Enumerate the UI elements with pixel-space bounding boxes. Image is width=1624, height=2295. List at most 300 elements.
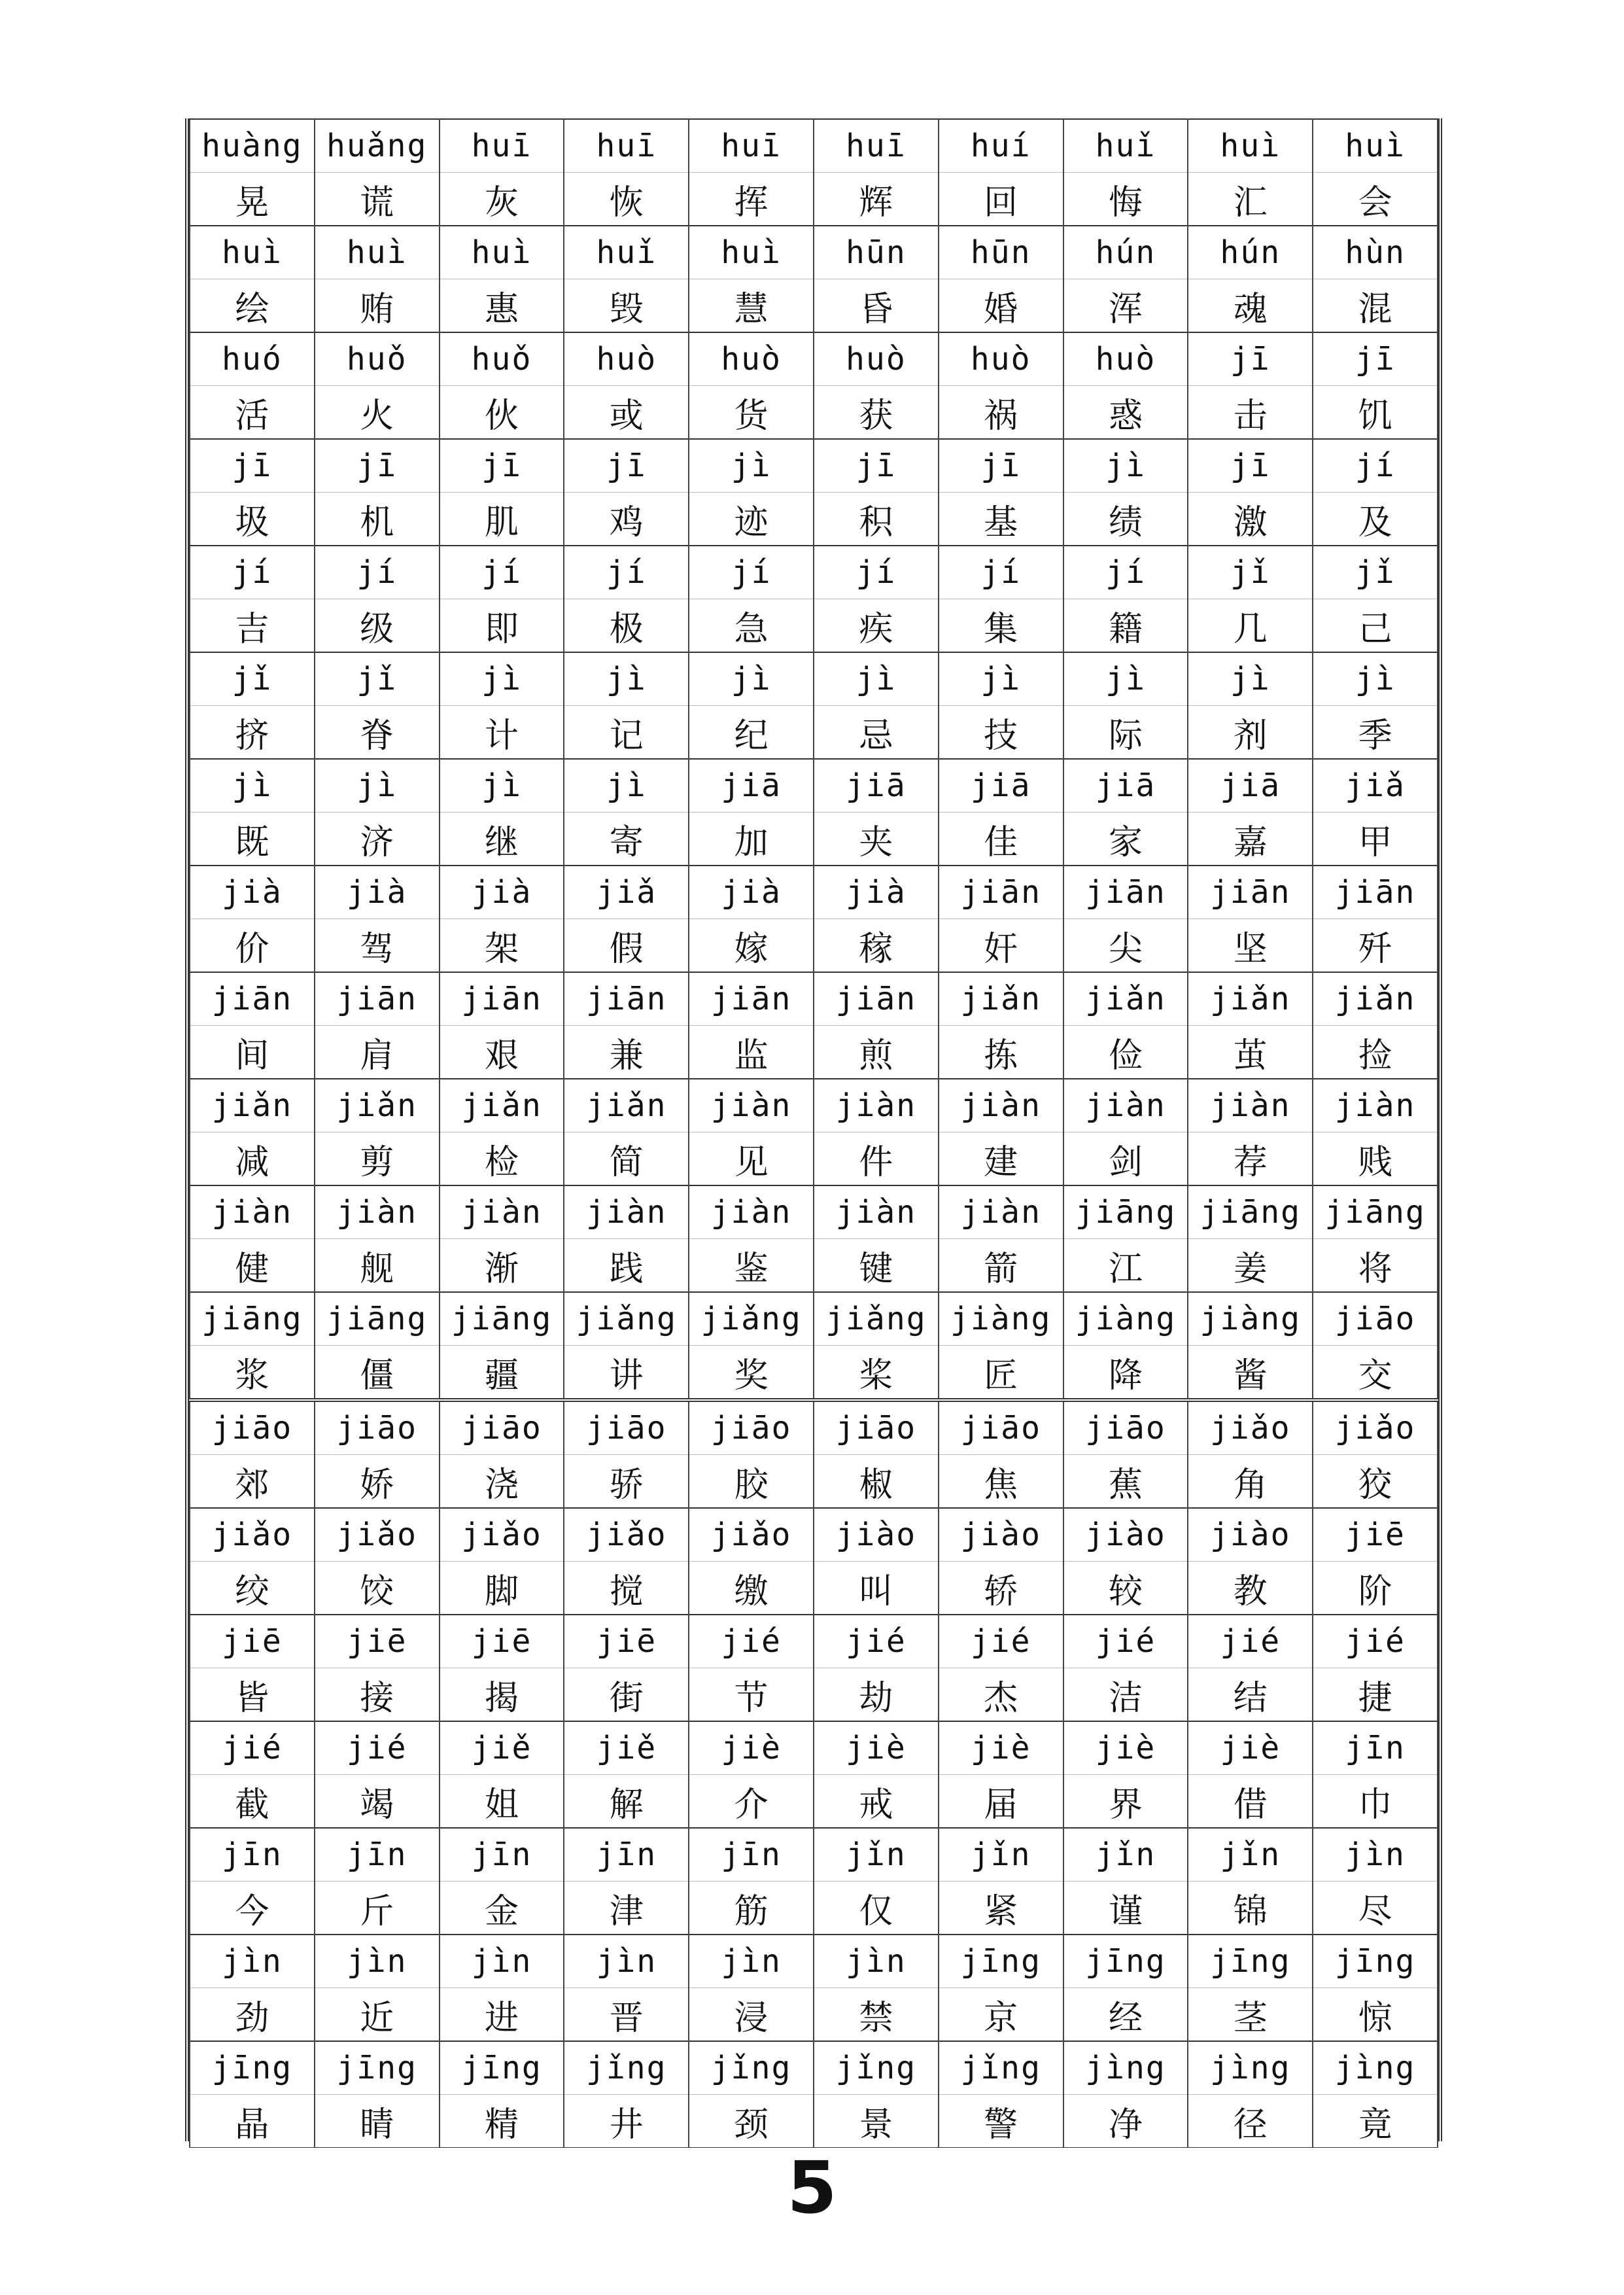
character-cell: 酱 [1188, 1346, 1313, 1401]
character-cell: 件 [814, 1132, 939, 1186]
pinyin-cell: jiǎo [1188, 1400, 1313, 1455]
character-cell: 捷 [1313, 1668, 1438, 1722]
pinyin-cell: jié [689, 1615, 814, 1668]
pinyin-cell: jiǎn [1313, 972, 1438, 1026]
pinyin-cell: huò [814, 332, 939, 386]
pinyin-cell: huì [689, 226, 814, 279]
pinyin-cell: jiā [689, 759, 814, 813]
character-cell: 婚 [939, 279, 1063, 333]
pinyin-cell: huì [315, 226, 440, 279]
character-cell: 结 [1188, 1668, 1313, 1722]
pinyin-cell: jiàn [1188, 1079, 1313, 1132]
character-cell: 竭 [315, 1775, 440, 1829]
character-cell: 奖 [689, 1346, 814, 1401]
character-cell: 魂 [1188, 279, 1313, 333]
character-cell: 江 [1063, 1239, 1188, 1293]
pinyin-cell: jī [1188, 439, 1313, 493]
pinyin-cell: huǐ [1063, 119, 1188, 173]
pinyin-cell: huì [440, 226, 564, 279]
pinyin-cell: huó [190, 332, 315, 386]
character-cell: 价 [190, 919, 315, 973]
character-cell: 艰 [440, 1026, 564, 1079]
pinyin-cell: hùn [1313, 226, 1438, 279]
pinyin-cell: jià [689, 866, 814, 919]
pinyin-cell: jiān [939, 866, 1063, 919]
pinyin-cell: jiǎn [315, 1079, 440, 1132]
character-cell: 鸡 [564, 493, 689, 546]
pinyin-cell: jiàn [689, 1079, 814, 1132]
pinyin-cell: jiàn [814, 1079, 939, 1132]
character-row [190, 1882, 1438, 1935]
character-cell: 减 [190, 1132, 315, 1186]
character-cell: 竟 [1313, 2095, 1438, 2148]
character-cell: 嘉 [1188, 813, 1313, 866]
character-cell: 既 [190, 813, 315, 866]
character-cell: 降 [1063, 1346, 1188, 1401]
pinyin-cell: jīn [315, 1828, 440, 1882]
character-cell: 奸 [939, 919, 1063, 973]
character-cell: 将 [1313, 1239, 1438, 1293]
pinyin-row [190, 546, 1438, 599]
pinyin-cell: jiān [190, 972, 315, 1026]
character-cell: 教 [1188, 1562, 1313, 1615]
character-cell: 煎 [814, 1026, 939, 1079]
character-cell: 悔 [1063, 173, 1188, 226]
pinyin-cell: hūn [939, 226, 1063, 279]
pinyin-cell: jiè [939, 1721, 1063, 1775]
character-cell: 吉 [190, 599, 315, 653]
character-cell: 混 [1313, 279, 1438, 333]
character-cell: 叫 [814, 1562, 939, 1615]
pinyin-cell: jiāo [1313, 1292, 1438, 1346]
pinyin-cell: jiè [814, 1721, 939, 1775]
character-cell: 济 [315, 813, 440, 866]
pinyin-cell: huǎng [315, 119, 440, 173]
pinyin-row [190, 972, 1438, 1026]
character-cell: 毁 [564, 279, 689, 333]
character-row [190, 279, 1438, 333]
character-cell: 集 [939, 599, 1063, 653]
character-cell: 介 [689, 1775, 814, 1829]
pinyin-cell: jǐn [1063, 1828, 1188, 1882]
pinyin-cell: jīng [1313, 1935, 1438, 1988]
character-cell: 晃 [190, 173, 315, 226]
pinyin-cell: hún [1063, 226, 1188, 279]
pinyin-cell: jiān [315, 972, 440, 1026]
character-cell: 借 [1188, 1775, 1313, 1829]
pinyin-cell: jī [315, 439, 440, 493]
pinyin-cell: jí [564, 546, 689, 599]
character-cell: 浸 [689, 1988, 814, 2042]
pinyin-cell: jiāng [1313, 1185, 1438, 1239]
pinyin-cell: huì [190, 226, 315, 279]
character-cell: 饥 [1313, 386, 1438, 440]
character-cell: 健 [190, 1239, 315, 1293]
character-cell: 恢 [564, 173, 689, 226]
pinyin-cell: jí [1313, 439, 1438, 493]
pinyin-cell: huò [939, 332, 1063, 386]
pinyin-row [190, 332, 1438, 386]
pinyin-cell: jiè [1063, 1721, 1188, 1775]
pinyin-cell: jiǎn [1063, 972, 1188, 1026]
character-cell: 架 [440, 919, 564, 973]
character-cell: 尖 [1063, 919, 1188, 973]
character-cell: 坚 [1188, 919, 1313, 973]
character-cell: 积 [814, 493, 939, 546]
pinyin-cell: jiā [1188, 759, 1313, 813]
character-cell: 颈 [689, 2095, 814, 2148]
character-cell: 间 [190, 1026, 315, 1079]
pinyin-cell: jí [1063, 546, 1188, 599]
character-cell: 假 [564, 919, 689, 973]
pinyin-cell: jìn [689, 1935, 814, 1988]
pinyin-cell: jiǎn [190, 1079, 315, 1132]
character-cell: 籍 [1063, 599, 1188, 653]
character-cell: 圾 [190, 493, 315, 546]
pinyin-cell: jīng [190, 2041, 315, 2095]
pinyin-cell: jīn [1313, 1721, 1438, 1775]
pinyin-row [190, 1828, 1438, 1882]
pinyin-cell: jīng [315, 2041, 440, 2095]
character-cell: 茧 [1188, 1026, 1313, 1079]
character-cell: 甲 [1313, 813, 1438, 866]
pinyin-cell: jiāo [315, 1400, 440, 1455]
pinyin-cell: jiē [440, 1615, 564, 1668]
pinyin-cell: jiě [564, 1721, 689, 1775]
pinyin-cell: jié [939, 1615, 1063, 1668]
character-cell: 稼 [814, 919, 939, 973]
character-cell: 见 [689, 1132, 814, 1186]
character-cell: 家 [1063, 813, 1188, 866]
pinyin-row [190, 119, 1438, 173]
pinyin-cell: jìn [564, 1935, 689, 1988]
pinyin-cell: jiǎ [564, 866, 689, 919]
pinyin-cell: jī [1188, 332, 1313, 386]
pinyin-cell: jǐn [814, 1828, 939, 1882]
pinyin-cell: huàng [190, 119, 315, 173]
pinyin-cell: jìn [190, 1935, 315, 1988]
pinyin-row [190, 1185, 1438, 1239]
character-cell: 骄 [564, 1455, 689, 1509]
pinyin-cell: jiǎo [190, 1508, 315, 1562]
pinyin-cell: jié [1188, 1615, 1313, 1668]
character-cell: 级 [315, 599, 440, 653]
pinyin-cell: jiào [939, 1508, 1063, 1562]
pinyin-cell: hún [1188, 226, 1313, 279]
pinyin-row [190, 759, 1438, 813]
pinyin-cell: jiān [440, 972, 564, 1026]
character-row [190, 173, 1438, 226]
character-cell: 汇 [1188, 173, 1313, 226]
character-cell: 绘 [190, 279, 315, 333]
character-cell: 俭 [1063, 1026, 1188, 1079]
pinyin-cell: jìn [315, 1935, 440, 1988]
pinyin-cell: jiǎ [1313, 759, 1438, 813]
character-cell: 晋 [564, 1988, 689, 2042]
pinyin-row [190, 1721, 1438, 1775]
character-cell: 忌 [814, 706, 939, 760]
pinyin-row [190, 1400, 1438, 1455]
pinyin-cell: jiào [814, 1508, 939, 1562]
character-cell: 舰 [315, 1239, 440, 1293]
pinyin-cell: jiān [564, 972, 689, 1026]
character-cell: 际 [1063, 706, 1188, 760]
pinyin-cell: jiàn [1313, 1079, 1438, 1132]
character-cell: 及 [1313, 493, 1438, 546]
pinyin-cell: jiàn [315, 1185, 440, 1239]
character-cell: 浇 [440, 1455, 564, 1509]
character-row [190, 1988, 1438, 2042]
character-cell: 加 [689, 813, 814, 866]
character-cell: 剂 [1188, 706, 1313, 760]
character-cell: 祸 [939, 386, 1063, 440]
character-row [190, 1132, 1438, 1186]
character-cell: 捡 [1313, 1026, 1438, 1079]
pinyin-cell: jiā [814, 759, 939, 813]
pinyin-cell: jiē [1313, 1508, 1438, 1562]
character-cell: 禁 [814, 1988, 939, 2042]
pinyin-cell: jié [190, 1721, 315, 1775]
pinyin-cell: jīn [440, 1828, 564, 1882]
pinyin-cell: jià [814, 866, 939, 919]
character-cell: 僵 [315, 1346, 440, 1401]
pinyin-row [190, 1935, 1438, 1988]
character-cell: 进 [440, 1988, 564, 2042]
pinyin-cell: jī [190, 439, 315, 493]
character-cell: 慧 [689, 279, 814, 333]
pinyin-cell: jì [315, 759, 440, 813]
pinyin-cell: huī [564, 119, 689, 173]
pinyin-cell: jiē [315, 1615, 440, 1668]
pinyin-cell: jiǎo [440, 1508, 564, 1562]
character-cell: 匠 [939, 1346, 1063, 1401]
character-cell: 近 [315, 1988, 440, 2042]
character-cell: 戒 [814, 1775, 939, 1829]
character-cell: 劲 [190, 1988, 315, 2042]
pinyin-cell: jì [440, 759, 564, 813]
character-cell: 建 [939, 1132, 1063, 1186]
character-cell: 届 [939, 1775, 1063, 1829]
character-cell: 尽 [1313, 1882, 1438, 1935]
character-cell: 搅 [564, 1562, 689, 1615]
character-cell: 娇 [315, 1455, 440, 1509]
pinyin-cell: huǒ [315, 332, 440, 386]
pinyin-cell: jiàn [939, 1079, 1063, 1132]
pinyin-cell: huò [564, 332, 689, 386]
pinyin-cell: jiǎng [689, 1292, 814, 1346]
character-cell: 活 [190, 386, 315, 440]
character-cell: 火 [315, 386, 440, 440]
pinyin-cell: jìng [1063, 2041, 1188, 2095]
pinyin-cell: jī [1313, 332, 1438, 386]
character-row [190, 706, 1438, 760]
pinyin-cell: jǐng [689, 2041, 814, 2095]
pinyin-cell: jiān [1313, 866, 1438, 919]
character-cell: 挤 [190, 706, 315, 760]
character-cell: 极 [564, 599, 689, 653]
pinyin-cell: jiāng [440, 1292, 564, 1346]
character-cell: 季 [1313, 706, 1438, 760]
pinyin-cell: jì [190, 759, 315, 813]
character-cell: 剪 [315, 1132, 440, 1186]
character-cell: 贿 [315, 279, 440, 333]
pinyin-cell: jiē [190, 1615, 315, 1668]
pinyin-cell: jiāng [1063, 1185, 1188, 1239]
pinyin-cell: jìn [814, 1935, 939, 1988]
pinyin-cell: jiāo [440, 1400, 564, 1455]
character-cell: 获 [814, 386, 939, 440]
pinyin-cell: jīng [939, 1935, 1063, 1988]
character-cell: 键 [814, 1239, 939, 1293]
character-cell: 巾 [1313, 1775, 1438, 1829]
character-cell: 锦 [1188, 1882, 1313, 1935]
pinyin-cell: jiāng [190, 1292, 315, 1346]
character-cell: 净 [1063, 2095, 1188, 2148]
character-row [190, 1562, 1438, 1615]
character-cell: 仅 [814, 1882, 939, 1935]
pinyin-cell: huì [1188, 119, 1313, 173]
character-cell: 昏 [814, 279, 939, 333]
pinyin-cell: jiàn [814, 1185, 939, 1239]
pinyin-cell: jí [689, 546, 814, 599]
character-cell: 蕉 [1063, 1455, 1188, 1509]
pinyin-cell: jiāng [1188, 1185, 1313, 1239]
character-cell: 讲 [564, 1346, 689, 1401]
character-row [190, 1346, 1438, 1401]
pinyin-cell: jiǎo [564, 1508, 689, 1562]
pinyin-row [190, 1615, 1438, 1668]
pinyin-cell: jīn [564, 1828, 689, 1882]
pinyin-cell: jià [440, 866, 564, 919]
character-cell: 夹 [814, 813, 939, 866]
character-cell: 经 [1063, 1988, 1188, 2042]
character-cell: 睛 [315, 2095, 440, 2148]
pinyin-cell: jì [440, 652, 564, 706]
pinyin-cell: jiǎn [440, 1079, 564, 1132]
pinyin-cell: jī [564, 439, 689, 493]
character-cell: 截 [190, 1775, 315, 1829]
character-cell: 惑 [1063, 386, 1188, 440]
pinyin-cell: jǐng [814, 2041, 939, 2095]
pinyin-cell: jié [1063, 1615, 1188, 1668]
character-cell: 径 [1188, 2095, 1313, 2148]
character-cell: 回 [939, 173, 1063, 226]
pinyin-cell: huī [440, 119, 564, 173]
pinyin-cell: jiān [1063, 866, 1188, 919]
character-cell: 井 [564, 2095, 689, 2148]
character-cell: 寄 [564, 813, 689, 866]
character-cell: 箭 [939, 1239, 1063, 1293]
pinyin-cell: jiè [1188, 1721, 1313, 1775]
character-cell: 椒 [814, 1455, 939, 1509]
pinyin-cell: jiā [1063, 759, 1188, 813]
character-cell: 姐 [440, 1775, 564, 1829]
character-cell: 郊 [190, 1455, 315, 1509]
character-cell: 解 [564, 1775, 689, 1829]
character-cell: 警 [939, 2095, 1063, 2148]
pinyin-cell: jiǎng [564, 1292, 689, 1346]
pinyin-cell: jǐ [1188, 546, 1313, 599]
pinyin-cell: jí [814, 546, 939, 599]
character-cell: 紧 [939, 1882, 1063, 1935]
pinyin-cell: jié [1313, 1615, 1438, 1668]
character-cell: 检 [440, 1132, 564, 1186]
pinyin-cell: jiǎo [1313, 1400, 1438, 1455]
pinyin-cell: jǐn [1188, 1828, 1313, 1882]
pinyin-cell: jīng [1188, 1935, 1313, 1988]
character-cell: 绞 [190, 1562, 315, 1615]
character-cell: 街 [564, 1668, 689, 1722]
character-cell: 筋 [689, 1882, 814, 1935]
character-cell: 拣 [939, 1026, 1063, 1079]
pinyin-row [190, 866, 1438, 919]
pinyin-cell: jì [564, 652, 689, 706]
character-row [190, 386, 1438, 440]
pinyin-cell: jīn [689, 1828, 814, 1882]
character-cell: 焦 [939, 1455, 1063, 1509]
pinyin-cell: jì [1063, 439, 1188, 493]
pinyin-cell: jiǎo [689, 1508, 814, 1562]
character-cell: 脊 [315, 706, 440, 760]
pinyin-cell: huí [939, 119, 1063, 173]
pinyin-row [190, 439, 1438, 493]
pinyin-cell: jī [814, 439, 939, 493]
character-cell: 荐 [1188, 1132, 1313, 1186]
character-row [190, 813, 1438, 866]
character-cell: 较 [1063, 1562, 1188, 1615]
pinyin-row [190, 1079, 1438, 1132]
pinyin-cell: jiāo [689, 1400, 814, 1455]
character-row [190, 1239, 1438, 1293]
pinyin-cell: jiàng [939, 1292, 1063, 1346]
character-cell: 疾 [814, 599, 939, 653]
pinyin-cell: jiān [689, 972, 814, 1026]
pinyin-table-frame [185, 118, 1442, 2145]
character-cell: 记 [564, 706, 689, 760]
pinyin-cell: huò [689, 332, 814, 386]
pinyin-cell: jiè [689, 1721, 814, 1775]
character-cell: 践 [564, 1239, 689, 1293]
pinyin-cell: jiāo [1063, 1400, 1188, 1455]
character-cell: 角 [1188, 1455, 1313, 1509]
pinyin-cell: jí [190, 546, 315, 599]
character-cell: 疆 [440, 1346, 564, 1401]
character-cell: 基 [939, 493, 1063, 546]
character-cell: 洁 [1063, 1668, 1188, 1722]
pinyin-cell: jī [440, 439, 564, 493]
character-cell: 茎 [1188, 1988, 1313, 2042]
pinyin-cell: huī [814, 119, 939, 173]
pinyin-cell: jì [939, 652, 1063, 706]
pinyin-cell: jiě [440, 1721, 564, 1775]
character-cell: 劫 [814, 1668, 939, 1722]
character-cell: 纪 [689, 706, 814, 760]
character-cell: 金 [440, 1882, 564, 1935]
pinyin-cell: jiàn [689, 1185, 814, 1239]
character-cell: 佳 [939, 813, 1063, 866]
pinyin-cell: jiǎn [1188, 972, 1313, 1026]
character-cell: 皆 [190, 1668, 315, 1722]
character-cell: 缴 [689, 1562, 814, 1615]
pinyin-character-table [189, 118, 1438, 2148]
pinyin-cell: jiǎn [939, 972, 1063, 1026]
character-cell: 狡 [1313, 1455, 1438, 1509]
pinyin-cell: jiāo [190, 1400, 315, 1455]
pinyin-cell: jīng [1063, 1935, 1188, 1988]
character-cell: 即 [440, 599, 564, 653]
character-cell: 歼 [1313, 919, 1438, 973]
pinyin-cell: jǐng [564, 2041, 689, 2095]
